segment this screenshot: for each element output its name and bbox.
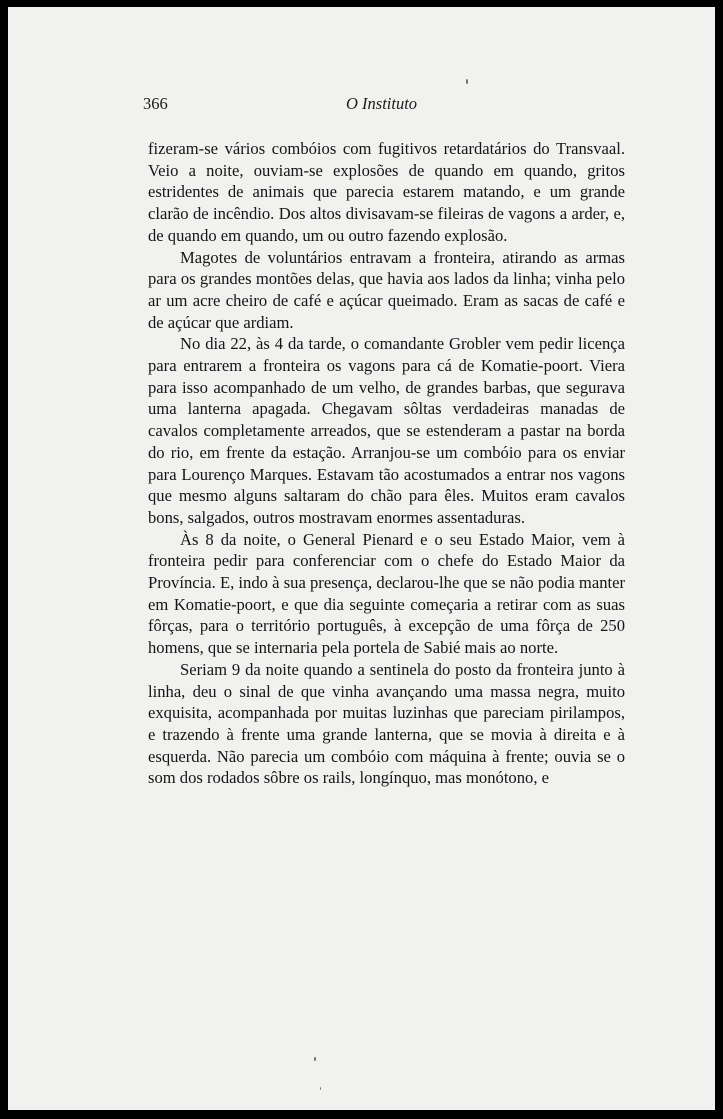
body-text bbox=[148, 138, 625, 789]
scan-speck bbox=[320, 1087, 321, 1090]
paragraph: Seriam 9 da noite quando a sentinela do posto da fronteira junto à linha, deu o sinal de que vinha avançando uma massa negra, muito exquisita, acompanhada por muitas luzinhas que pareciam pirilampos, e trazendo à frente uma grande lanterna, que se movia à direita e à esquerda. Não parecia um combóio com máquina à frente; ouvia se o som dos rodados sôbre os rails, longínquo, mas monótono, e bbox=[148, 659, 625, 788]
running-title: O Instituto bbox=[346, 94, 418, 113]
page-number: 366 bbox=[143, 94, 168, 113]
book-page bbox=[8, 7, 715, 1110]
paragraph: fizeram-se vários combóios com fugitivos retardatários do Transvaal. Veio a noite, ouviam-se explosões de quando em quando, gritos estridentes de animais que parecia estarem matando, e um grande clarão de incêndio. Dos altos divisavam-se fileiras de vagons a arder, e, de quando em quando, um ou outro fazendo explosão. bbox=[148, 139, 625, 245]
page-header bbox=[143, 94, 625, 118]
paragraph: Magotes de voluntários entravam a fronteira, atirando as armas para os grandes montões delas, que havia aos lados da linha; vinha pelo ar um acre cheiro de café e açúcar queimado. Eram as sacas de café e de açúcar que ardiam. bbox=[148, 247, 625, 332]
scan-speck bbox=[466, 79, 468, 84]
paragraph: No dia 22, às 4 da tarde, o comandante Grobler vem pedir licença para entrarem a fronteira os vagons para cá de Komatie-poort. Viera para isso acompanhado de um velho, de grandes barbas, que segurava uma lanterna apagada. Chegavam sôltas verdadeiras manadas de cavalos completamente arreados, que se estenderam a pastar na borda do rio, em frente da estação. Arranjou-se um combóio para os enviar para Lourenço Marques. Estavam tão acostumados a entrar nos vagons que mesmo alguns saltaram do chão para êles. Muitos eram cavalos bons, salgados, outros mostravam enormes assentaduras. bbox=[148, 334, 625, 527]
paragraph: Às 8 da noite, o General Pienard e o seu Estado Maior, vem à fronteira pedir para conferenciar com o chefe do Estado Maior da Província. E, indo à sua presença, declarou-lhe que se não podia manter em Komatie-poort, e que dia seguinte começaria a retirar com as suas fôrças, para o território português, à excepção de uma fôrça de 250 homens, que se internaria pela portela de Sabié mais ao norte. bbox=[148, 529, 625, 658]
scan-speck bbox=[314, 1057, 316, 1061]
